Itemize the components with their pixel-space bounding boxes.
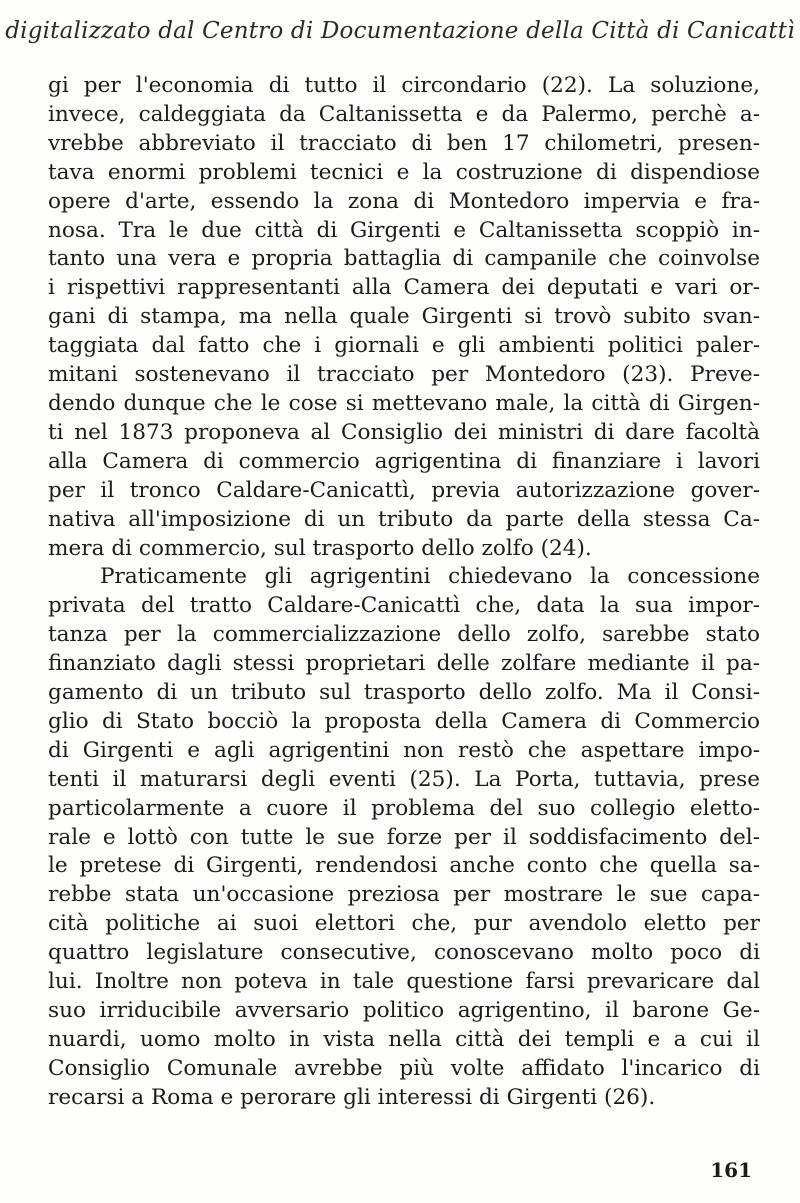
text-line: particolarmente a cuore il problema del suo collegio eletto- [48, 795, 760, 821]
text-line: invece, caldeggiata da Caltanissetta e da Palermo, perchè a- [48, 101, 760, 127]
text-line: dendo dunque che le cose si mettevano male, la città di Girgen- [48, 390, 760, 416]
text-line: tanza per la commercializzazione dello zolfo, sarebbe stato [48, 622, 760, 648]
page-body [48, 72, 760, 1113]
text-line: gi per l'economia di tutto il circondario (22). La soluzione, [48, 73, 760, 98]
text-line: glio di Stato bocciò la proposta della Camera di Commercio [48, 708, 760, 734]
text-line: rebbe stata un'occasione preziosa per mostrare le sue capa- [48, 882, 760, 908]
text-line: vrebbe abbreviato il tracciato di ben 17 chilometri, presen- [48, 130, 760, 156]
text-line: taggiata dal fatto che i giornali e gli ambienti politici paler- [48, 333, 760, 359]
text-line: tava enormi problemi tecnici e la costruzione di dispendiose [48, 159, 760, 185]
text-line: i rispettivi rappresentanti alla Camera dei deputati e vari or- [48, 275, 760, 301]
text-line: tanto una vera e propria battaglia di campanile che coinvolse [48, 246, 760, 272]
text-line: privata del tratto Caldare-Canicattì che, data la sua impor- [48, 593, 760, 619]
text-line: nativa all'imposizione di un tributo da parte della stessa Ca- [48, 506, 760, 532]
text-line: suo irriducibile avversario politico agrigentino, il barone Ge- [48, 998, 760, 1023]
text-line: cità politiche ai suoi elettori che, pur avendolo eletto per [48, 911, 760, 937]
paragraph [48, 563, 760, 1112]
paragraph [48, 72, 760, 563]
text-line: tenti il maturarsi degli eventi (25). La Porta, tuttavia, prese [48, 766, 760, 792]
text-line: gani di stampa, ma nella quale Girgenti si trovò subito svan- [48, 304, 760, 330]
text-line: lui. Inoltre non poteva in tale questione farsi prevaricare dal [48, 969, 760, 995]
page-number: 161 [710, 1158, 752, 1182]
text-line: le pretese di Girgenti, rendendosi anche conto che quella sa- [48, 853, 760, 879]
text-line: ti nel 1873 proponeva al Consiglio dei ministri di dare facoltà [48, 419, 760, 445]
text-line: Consiglio Comunale avrebbe più volte affidato l'incarico di [48, 1055, 760, 1081]
digitization-watermark: digitalizzato dal Centro di Documentazione della Città di Canicattì [5, 18, 795, 44]
text-line: finanziato dagli stessi proprietari delle zolfare mediante il pa- [48, 651, 760, 677]
text-line: di Girgenti e agli agrigentini non restò che aspettare impo- [48, 737, 760, 763]
text-line: rale e lottò con tutte le sue forze per il soddisfacimento del- [48, 824, 760, 850]
text-line: alla Camera di commercio agrigentina di finanziare i lavori [48, 448, 760, 474]
text-line: quattro legislature consecutive, conoscevano molto poco di [48, 940, 760, 966]
text-line: opere d'arte, essendo la zona di Montedoro impervia e fra- [48, 188, 760, 214]
text-line: nuardi, uomo molto in vista nella città dei templi e a cui il [48, 1026, 760, 1052]
text-line: per il tronco Caldare-Canicattì, previa autorizzazione gover- [48, 477, 760, 503]
text-line: gamento di un tributo sul trasporto dello zolfo. Ma il Consi- [48, 680, 760, 706]
text-line: Praticamente gli agrigentini chiedevano la concessione [100, 564, 760, 590]
text-line: nosa. Tra le due città di Girgenti e Caltanissetta scoppiò in- [48, 217, 760, 243]
text-line: recarsi a Roma e perorare gli interessi di Girgenti (26). [48, 1084, 656, 1110]
text-line: mera di commercio, sul trasporto dello zolfo (24). [48, 535, 592, 561]
text-line: mitani sostenevano il tracciato per Montedoro (23). Preve- [48, 362, 760, 388]
